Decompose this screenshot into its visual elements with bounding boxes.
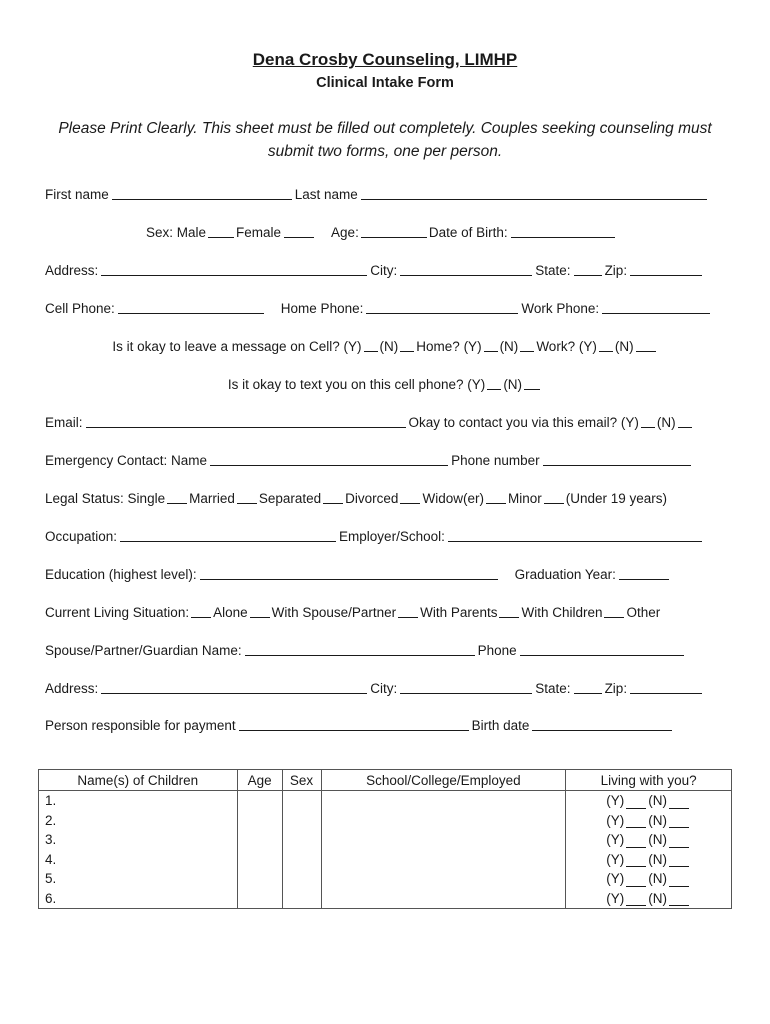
text-question-row xyxy=(45,372,725,392)
child-row-number: 6. xyxy=(45,890,57,906)
education-label: Education (highest level): xyxy=(45,567,197,582)
living-yes-field[interactable] xyxy=(626,814,646,828)
col-header-children-names: Name(s) of Children xyxy=(39,770,238,791)
child-row-number: 3. xyxy=(45,832,57,847)
first-name-field[interactable] xyxy=(112,185,292,200)
spouse-field[interactable] xyxy=(250,603,270,618)
male-field[interactable] xyxy=(208,223,234,238)
children-sex-column[interactable] xyxy=(282,791,321,909)
home-no-field[interactable] xyxy=(520,337,534,352)
last-name-label: Last name xyxy=(294,187,358,202)
living-no-field[interactable] xyxy=(669,892,689,906)
guardian-row xyxy=(45,638,725,658)
widow-label: Widow(er) xyxy=(422,491,484,506)
work-message-label: Work? (Y) xyxy=(536,339,597,354)
emergency-name-field[interactable] xyxy=(210,451,448,466)
child-row-number: 1. xyxy=(45,793,57,808)
living-situation-label: Current Living Situation: xyxy=(45,605,190,620)
work-phone-label: Work Phone: xyxy=(521,301,600,316)
col-header-school: School/College/Employed xyxy=(321,770,566,791)
grad-year-label: Graduation Year: xyxy=(514,567,616,582)
cell-yes-field[interactable] xyxy=(364,337,378,352)
living-yn-line: (Y) (N) xyxy=(566,869,731,889)
married-field[interactable] xyxy=(237,489,257,504)
cell-no-label: (N) xyxy=(379,339,399,354)
emergency-phone-label: Phone number xyxy=(451,453,540,468)
zip2-label: Zip: xyxy=(604,681,628,696)
email-row xyxy=(45,410,725,430)
widow-field[interactable] xyxy=(486,489,506,504)
married-label: Married xyxy=(189,491,235,506)
minor-label: Minor xyxy=(507,491,542,506)
state2-label: State: xyxy=(535,681,571,696)
grad-year-field[interactable] xyxy=(619,565,669,580)
emergency-phone-field[interactable] xyxy=(543,451,691,466)
employer-field[interactable] xyxy=(448,527,702,542)
living-yes-field[interactable] xyxy=(626,795,646,809)
parents-field[interactable] xyxy=(398,603,418,618)
children-table xyxy=(38,769,732,909)
living-yes-field[interactable] xyxy=(626,853,646,867)
age-field[interactable] xyxy=(361,223,427,238)
address-field[interactable] xyxy=(101,261,367,276)
first-name-label: First name xyxy=(45,187,109,202)
living-yn-line: (Y) (N) xyxy=(566,791,731,811)
living-yes-field[interactable] xyxy=(626,892,646,906)
zip-label: Zip: xyxy=(604,263,628,278)
email-no-field[interactable] xyxy=(678,413,692,428)
payment-row xyxy=(45,713,725,733)
address2-label: Address: xyxy=(45,681,99,696)
emergency-row xyxy=(45,448,725,468)
name-row xyxy=(45,182,725,202)
birth-date-label: Birth date xyxy=(471,718,530,733)
form-subtitle: Clinical Intake Form xyxy=(316,75,454,91)
living-situation-row xyxy=(45,600,725,620)
cell-no-field[interactable] xyxy=(400,337,414,352)
form-instructions: Please Print Clearly. This sheet must be filled out completely. Couples seeking counseling must submit two forms, one per person. xyxy=(58,120,712,160)
children-school-column[interactable] xyxy=(321,791,566,909)
occupation-row xyxy=(45,524,725,544)
divorced-field[interactable] xyxy=(400,489,420,504)
alone-label: Alone xyxy=(213,605,248,620)
guardian-label: Spouse/Partner/Guardian Name: xyxy=(45,643,242,658)
minor-field[interactable] xyxy=(544,489,564,504)
work-no-label: (N) xyxy=(614,339,634,354)
single-field[interactable] xyxy=(167,489,187,504)
text-yes-field[interactable] xyxy=(487,375,501,390)
birth-date-field[interactable] xyxy=(532,716,672,731)
sex-age-row xyxy=(45,220,725,240)
with-spouse-label: With Spouse/Partner xyxy=(271,605,397,620)
occupation-field[interactable] xyxy=(120,527,336,542)
female-label: Female xyxy=(236,225,282,240)
work-yes-field[interactable] xyxy=(599,337,613,352)
legal-status-row xyxy=(45,486,725,506)
guardian-phone-label: Phone xyxy=(477,643,517,658)
address-row xyxy=(45,258,725,278)
child-row-number: 2. xyxy=(45,812,57,828)
text-question-label: Is it okay to text you on this cell phone? (Y) xyxy=(227,377,486,392)
col-header-living-with-you: Living with you? xyxy=(566,770,732,791)
address2-row xyxy=(45,676,725,696)
children-field[interactable] xyxy=(499,603,519,618)
zip2-field[interactable] xyxy=(630,679,702,694)
text-no-field[interactable] xyxy=(524,375,540,390)
form-title: Dena Crosby Counseling, LIMHP xyxy=(252,50,518,69)
alone-field[interactable] xyxy=(191,603,211,618)
payment-field[interactable] xyxy=(239,716,469,731)
home-yes-field[interactable] xyxy=(484,337,498,352)
state2-field[interactable] xyxy=(574,679,602,694)
dob-label: Date of Birth: xyxy=(428,225,508,240)
city2-label: City: xyxy=(370,681,398,696)
sex-male-label: Sex: Male xyxy=(146,225,207,240)
living-yn-line: (Y) (N) xyxy=(566,850,731,870)
email-label: Email: xyxy=(45,415,83,430)
children-living-column xyxy=(566,791,732,909)
guardian-phone-field[interactable] xyxy=(520,641,684,656)
living-no-field[interactable] xyxy=(669,814,689,828)
col-header-sex: Sex xyxy=(282,770,321,791)
living-no-field[interactable] xyxy=(669,853,689,867)
email-field[interactable] xyxy=(86,413,406,428)
children-name-column[interactable] xyxy=(39,791,238,909)
home-no-label: (N) xyxy=(499,339,519,354)
divorced-label: Divorced xyxy=(345,491,399,506)
col-header-age: Age xyxy=(237,770,282,791)
last-name-field[interactable] xyxy=(361,185,707,200)
emergency-name-label: Emergency Contact: Name xyxy=(45,453,208,468)
education-field[interactable] xyxy=(200,565,498,580)
children-age-column[interactable] xyxy=(237,791,282,909)
city-label: City: xyxy=(370,263,398,278)
separated-label: Separated xyxy=(258,491,322,506)
home-phone-label: Home Phone: xyxy=(280,301,364,316)
cell-phone-label: Cell Phone: xyxy=(45,301,115,316)
work-no-field[interactable] xyxy=(636,337,656,352)
home-message-label: Home? (Y) xyxy=(416,339,482,354)
legal-single-label: Legal Status: Single xyxy=(45,491,166,506)
city2-field[interactable] xyxy=(400,679,532,694)
city-field[interactable] xyxy=(400,261,532,276)
address-label: Address: xyxy=(45,263,99,278)
living-yes-field[interactable] xyxy=(626,873,646,887)
zip-field[interactable] xyxy=(630,261,702,276)
phones-row xyxy=(45,296,725,316)
email-yes-field[interactable] xyxy=(641,413,655,428)
work-phone-field[interactable] xyxy=(602,299,710,314)
living-yn-line: (Y) (N) xyxy=(566,889,731,909)
education-row xyxy=(45,562,725,582)
state-label: State: xyxy=(535,263,571,278)
payment-label: Person responsible for payment xyxy=(45,718,236,733)
living-yn-line: (Y) (N) xyxy=(566,830,731,850)
employer-label: Employer/School: xyxy=(339,529,445,544)
guardian-field[interactable] xyxy=(245,641,475,656)
state-field[interactable] xyxy=(574,261,602,276)
cell-message-label: Is it okay to leave a message on Cell? (Y) xyxy=(112,339,362,354)
living-yes-field[interactable] xyxy=(626,834,646,848)
text-no-label: (N) xyxy=(503,377,523,392)
cell-phone-field[interactable] xyxy=(118,299,264,314)
living-yn-line: (Y) (N) xyxy=(566,811,731,831)
living-no-field[interactable] xyxy=(669,873,689,887)
living-no-field[interactable] xyxy=(669,834,689,848)
other-label: Other xyxy=(626,605,661,620)
under19-label: (Under 19 years) xyxy=(565,491,668,506)
with-parents-label: With Parents xyxy=(420,605,498,620)
email-contact-label: Okay to contact you via this email? (Y) xyxy=(408,415,639,430)
age-label: Age: xyxy=(331,225,359,240)
dob-field[interactable] xyxy=(511,223,615,238)
home-phone-field[interactable] xyxy=(366,299,518,314)
message-question-row xyxy=(45,334,725,354)
child-row-number: 5. xyxy=(45,871,57,886)
other-field[interactable] xyxy=(604,603,624,618)
living-no-field[interactable] xyxy=(669,795,689,809)
female-field[interactable] xyxy=(284,223,314,238)
address2-field[interactable] xyxy=(101,679,367,694)
with-children-label: With Children xyxy=(521,605,603,620)
email-no-label: (N) xyxy=(656,415,676,430)
child-row-number: 4. xyxy=(45,851,57,867)
separated-field[interactable] xyxy=(323,489,343,504)
occupation-label: Occupation: xyxy=(45,529,118,544)
